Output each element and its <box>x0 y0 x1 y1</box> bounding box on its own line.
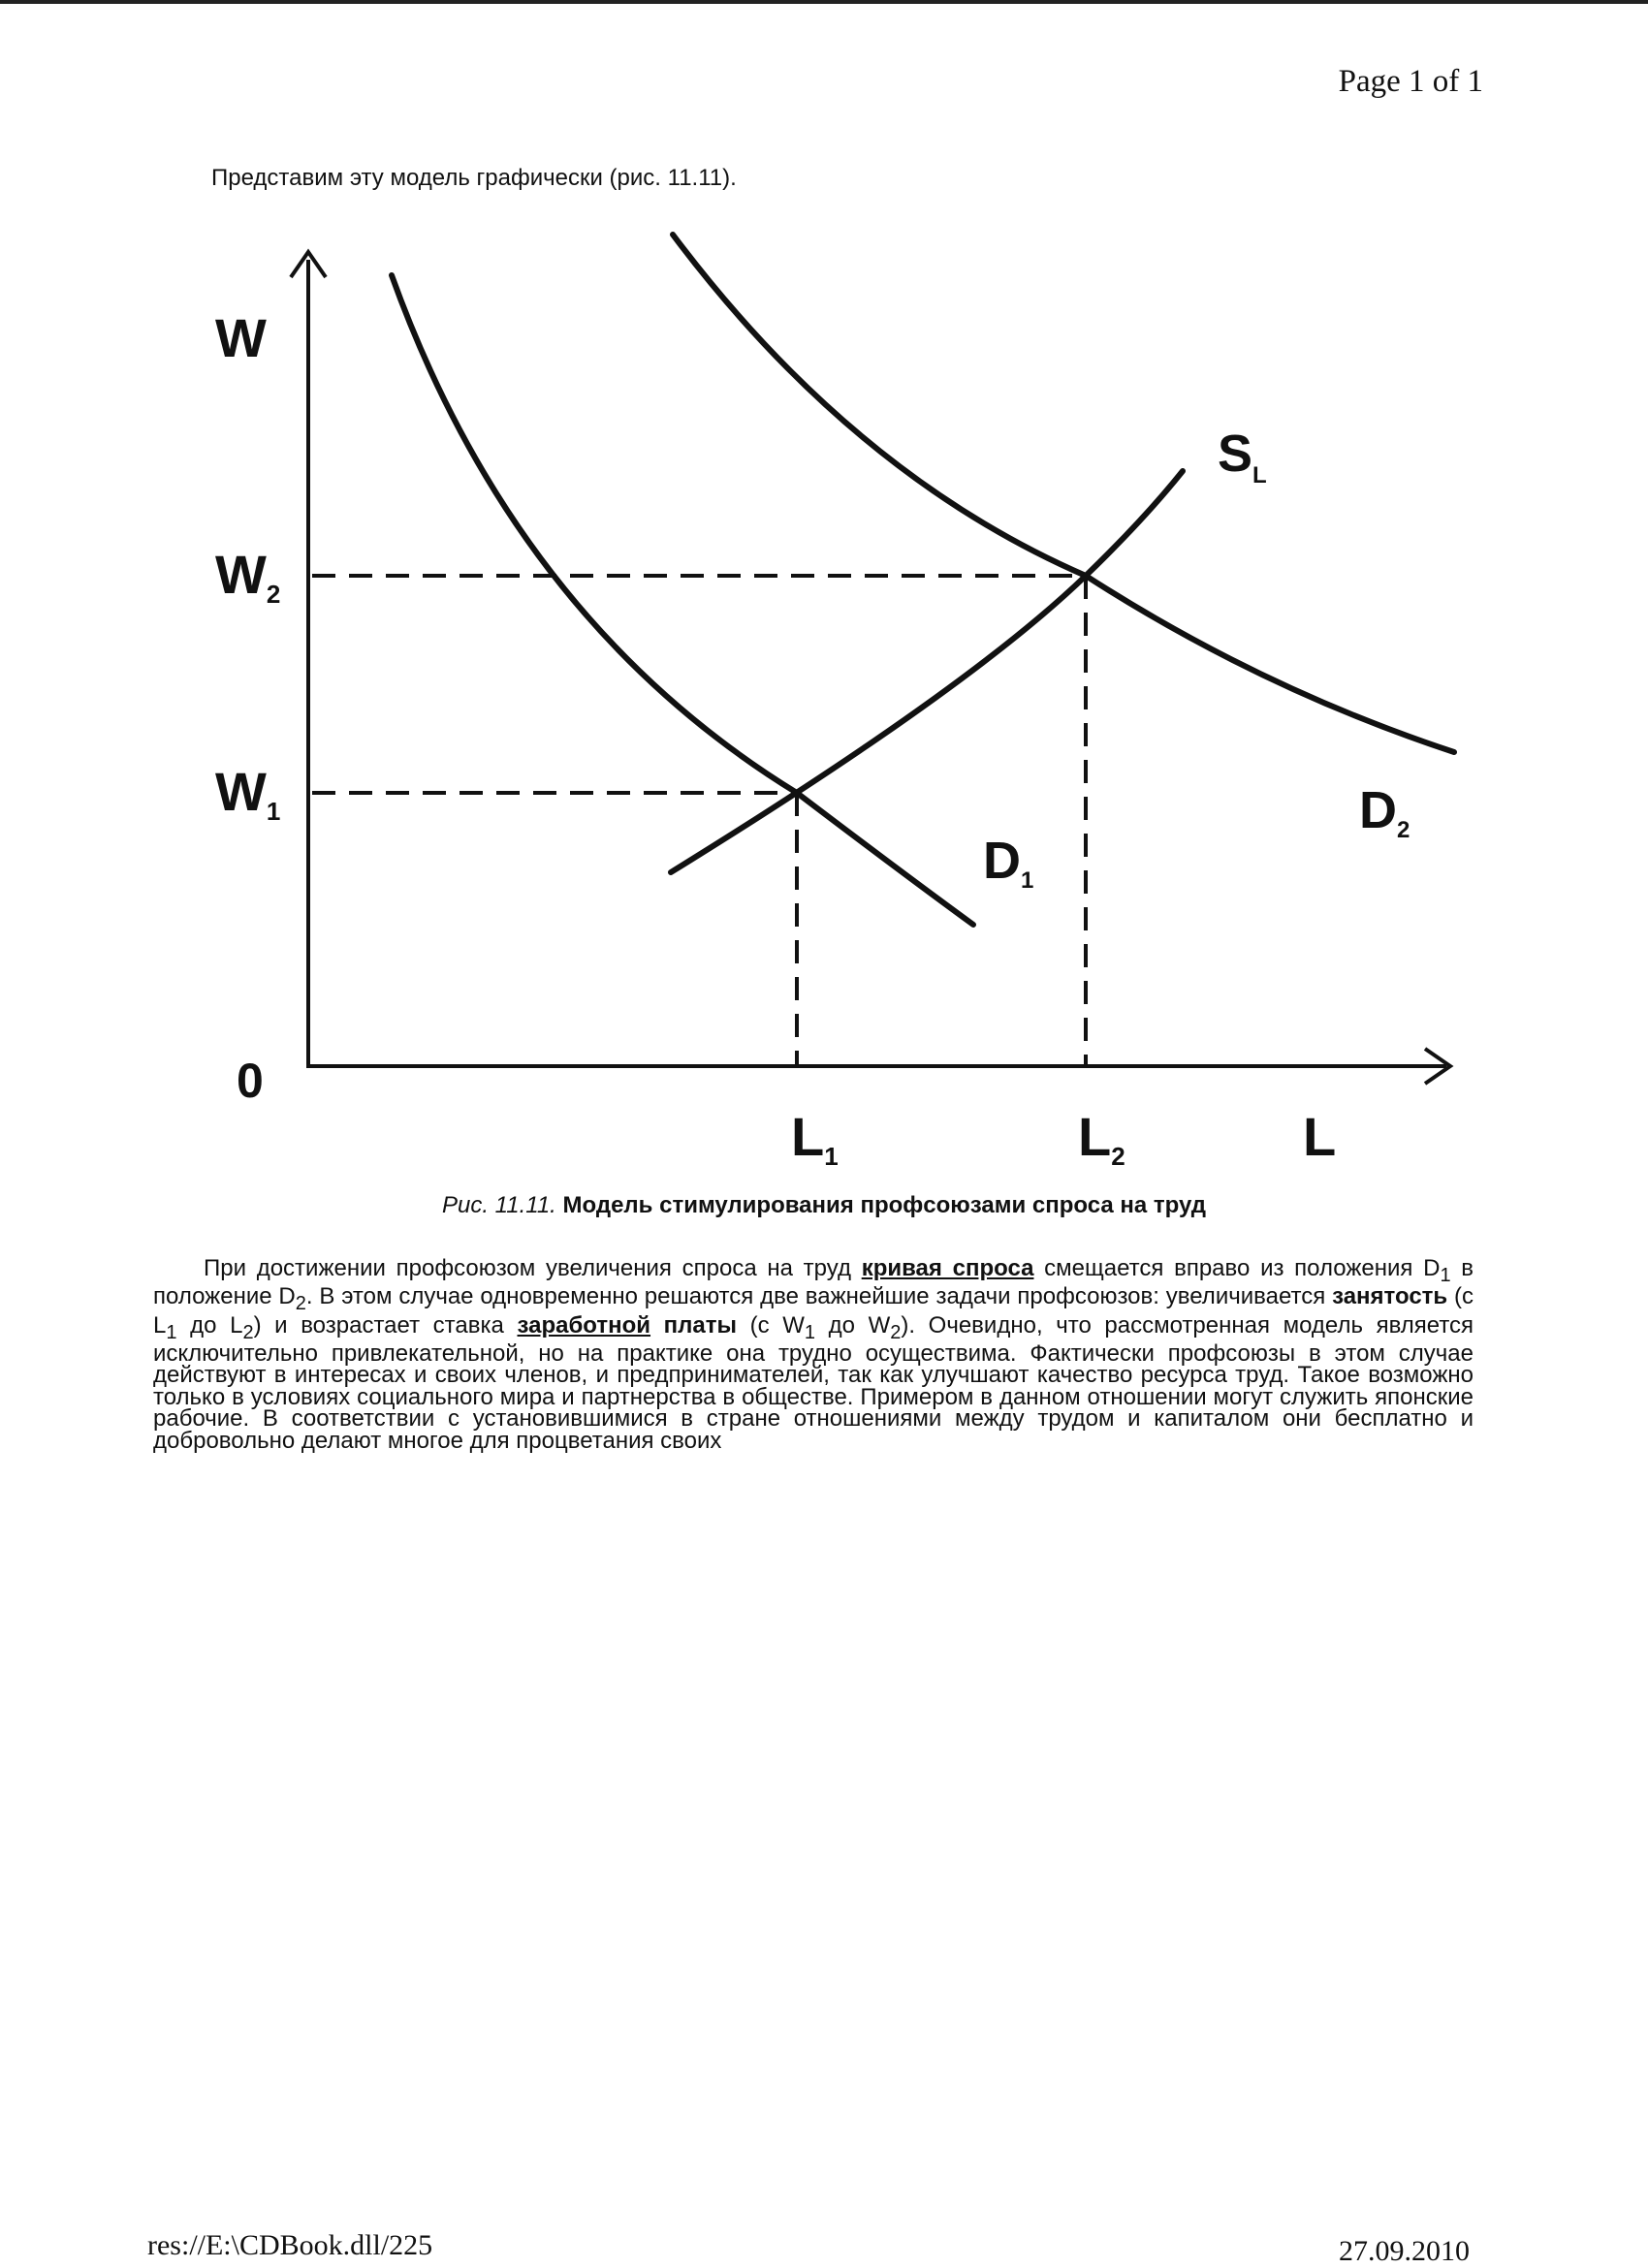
subscript: 2 <box>295 1293 306 1315</box>
labor-market-chart <box>0 213 1648 1182</box>
text-run: При достижении профсоюзом увеличения спроса на труд <box>204 1255 851 1281</box>
term-employment[interactable]: занятость <box>1332 1283 1448 1310</box>
text-run: смещается вправо из положения D <box>1044 1255 1441 1281</box>
w1-label: W1 <box>215 761 281 826</box>
supply-curve-sl <box>671 471 1183 872</box>
footer-source: res://E:\CDBook.dll/225 <box>147 2229 433 2261</box>
x-axis-label: L <box>1303 1106 1337 1167</box>
text-run: до L <box>190 1311 243 1339</box>
figure-number: Рис. 11.11. <box>441 1192 556 1218</box>
footer-date: 27.09.2010 <box>1339 2235 1470 2267</box>
body-paragraph <box>153 1255 1474 1454</box>
origin-label: 0 <box>237 1054 264 1108</box>
text-run: ). Очевидно, что рассмотренная модель является исключительно привлекательной, но на практике она трудно осуществима. Фактически профсоюзы в этом случае действуют в интересах и своих членов, и предпринимателей, так как улучшают качество ресурса труд. Такое возможно только в условиях социального мира и партнерства в обществе. Примером в данном отношении могут служить японские рабочие. В соответствии с установившимися в стране отношениями между трудом и капиталом они бесплатно и добровольно делают многое для процветания своих <box>153 1311 1474 1454</box>
l2-label: L2 <box>1078 1106 1125 1171</box>
intro-text: Представим эту модель графически (рис. 11.11). <box>211 165 737 191</box>
text-run: . В этом случае одновременно решаются две важнейшие задачи профсоюзов: увеличивается <box>305 1283 1326 1310</box>
subscript: 2 <box>242 1321 254 1343</box>
figure-title: Модель стимулирования профсоюзами спроса на труд <box>562 1192 1207 1218</box>
w2-label: W2 <box>215 544 281 609</box>
figure-caption <box>0 1192 1648 1219</box>
subscript: 1 <box>166 1321 177 1343</box>
y-axis-label: W <box>215 307 267 368</box>
demand-curve-d1 <box>392 275 973 925</box>
demand-curve-d2 <box>673 235 1454 752</box>
page-number: Page 1 of 1 <box>1338 64 1483 99</box>
subscript: 1 <box>1440 1264 1451 1286</box>
term-wage-suffix: платы <box>663 1311 737 1339</box>
l1-label: L1 <box>791 1106 839 1171</box>
text-run: (с W <box>749 1311 805 1339</box>
d1-curve-label: D1 <box>983 832 1034 894</box>
term-wage[interactable]: заработной <box>517 1311 651 1339</box>
text-run: в положение D <box>153 1255 1474 1310</box>
text-run: ) и возрастает ставка <box>253 1311 504 1339</box>
text-run: (с L <box>153 1283 1474 1339</box>
text-run: до W <box>828 1311 891 1339</box>
sl-curve-label: $S_L$ <box>1218 425 1267 488</box>
top-rule <box>0 0 1648 4</box>
term-demand-curve[interactable]: кривая спроса <box>861 1255 1034 1281</box>
subscript: 2 <box>890 1321 902 1343</box>
subscript: 1 <box>804 1321 816 1343</box>
d2-curve-label: D2 <box>1359 781 1410 843</box>
